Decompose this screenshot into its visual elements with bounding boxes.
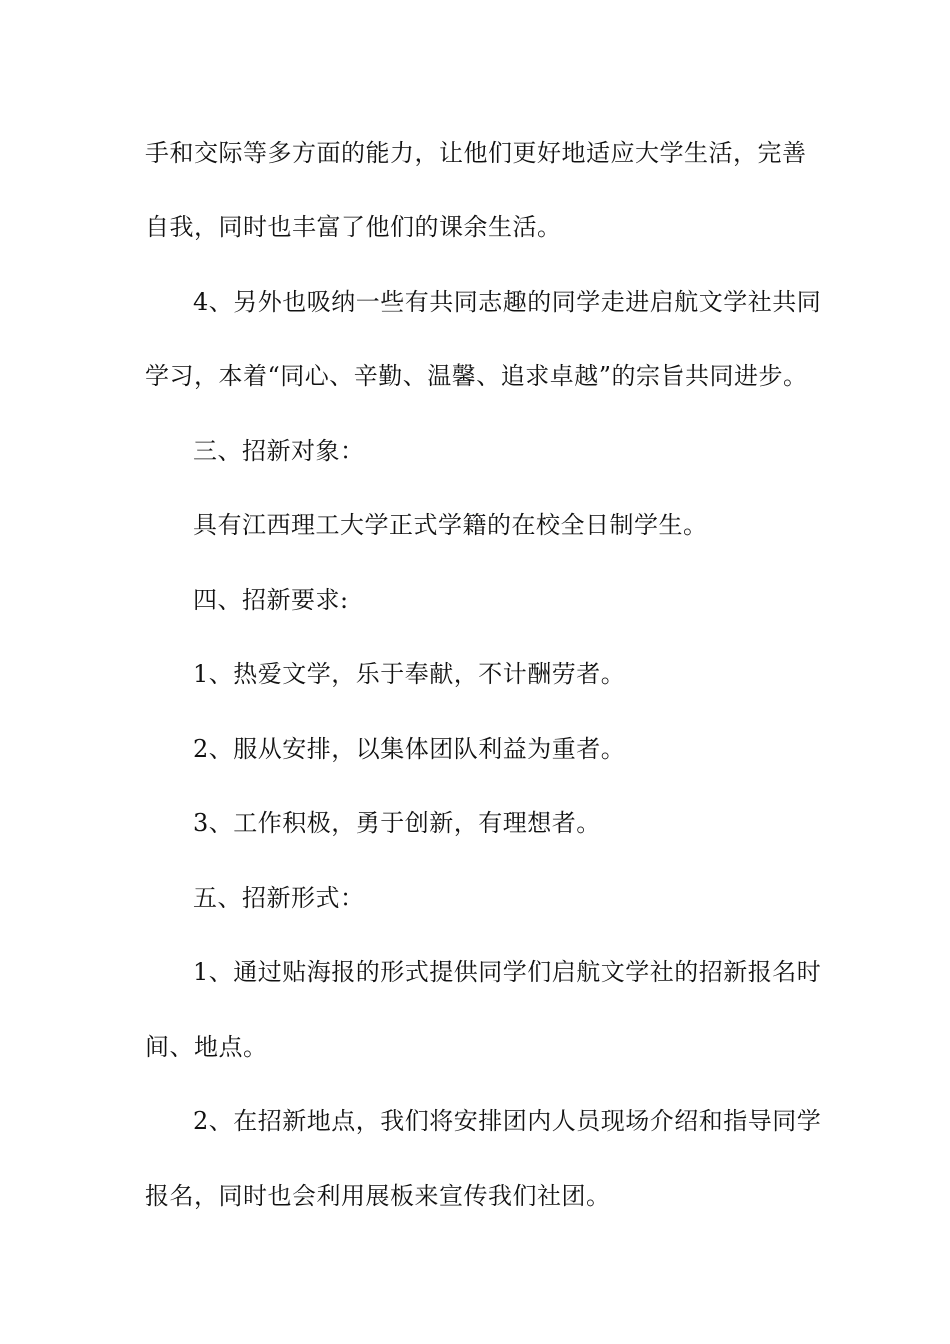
paragraph-line: 学习，本着“同心、辛勤、温馨、追求卓越”的宗旨共同进步。 — [145, 362, 808, 390]
paragraph-line: 4、另外也吸纳一些有共同志趣的同学走进启航文学社共同 — [193, 288, 822, 316]
list-item: 3、工作积极，勇于创新，有理想者。 — [193, 809, 601, 837]
section-heading: 四、招新要求: — [193, 586, 349, 614]
section-heading: 三、招新对象： — [193, 437, 365, 465]
list-item: 1、热爱文学，乐于奉献，不计酬劳者。 — [193, 660, 626, 688]
list-item: 1、通过贴海报的形式提供同学们启航文学社的招新报名时 — [193, 958, 822, 986]
paragraph-line: 自我，同时也丰富了他们的课余生活。 — [145, 213, 562, 241]
list-item: 2、服从安排，以集体团队利益为重者。 — [193, 735, 626, 763]
paragraph-line: 间、地点。 — [145, 1033, 268, 1061]
paragraph-line: 具有江西理工大学正式学籍的在校全日制学生。 — [193, 511, 708, 539]
list-item: 2、在招新地点，我们将安排团内人员现场介绍和指导同学 — [193, 1107, 822, 1135]
section-heading: 五、招新形式： — [193, 884, 365, 912]
paragraph-line: 报名，同时也会利用展板来宣传我们社团。 — [145, 1182, 611, 1210]
paragraph-line: 手和交际等多方面的能力，让他们更好地适应大学生活，完善 — [145, 139, 807, 167]
